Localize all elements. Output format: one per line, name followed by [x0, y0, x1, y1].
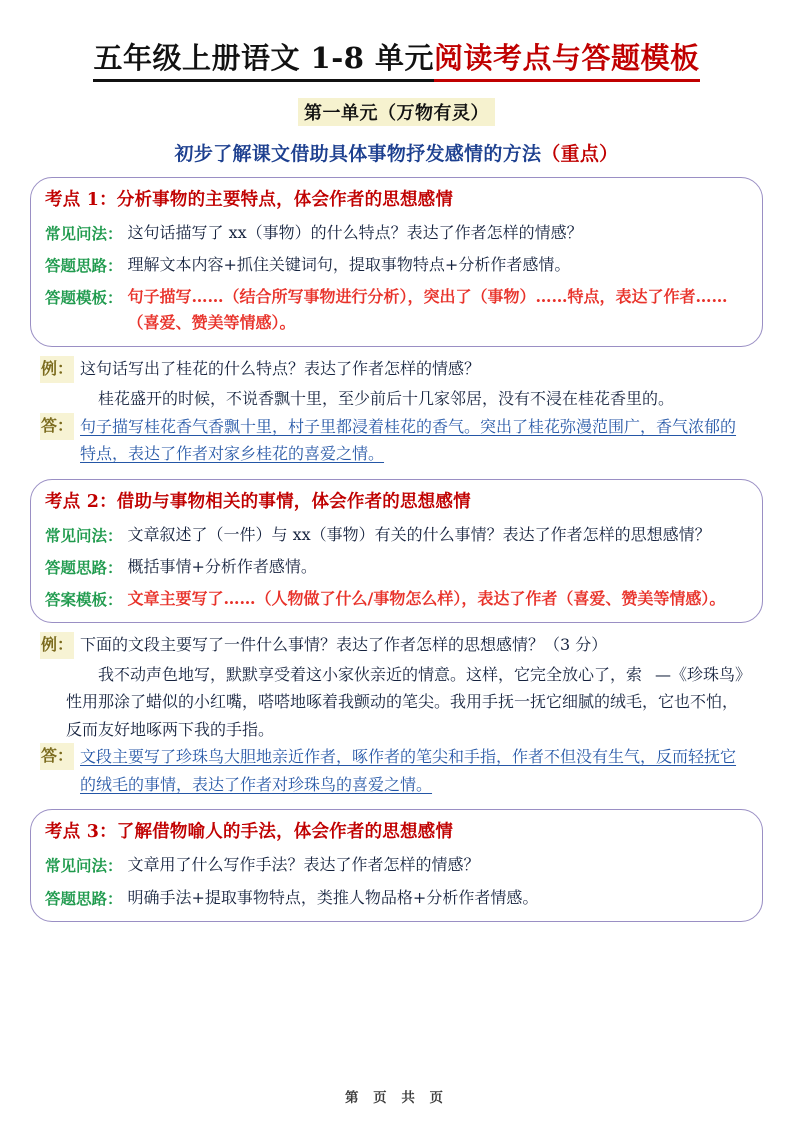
kaodian-row-approach-2 [45, 554, 748, 580]
example-question: 下面的文段主要写了一件什么事情？表达了作者怎样的思想感情？（3 分） [80, 635, 608, 655]
passage-text: 我不动声色地写，默默享受着这小家伙亲近的情意。这样，它完全放心了，索性用那涂了蜡似的小红嘴，嗒嗒地啄着我颤动的笔尖。我用手抚一抚它细腻的绒毛，它也不怕，反而友好地啄两下我的手指。 [66, 664, 739, 739]
row-label: 答题思路： [45, 888, 123, 908]
row-text: 这句话描写了 xx（事物）的什么特点？表达了作者怎样的情感？ [127, 223, 583, 243]
row-text: 句子描写……（结合所写事物进行分析），突出了（事物）……特点，表达了作者……（喜爱、赞美等情感）。 [127, 287, 728, 333]
page-footer: 第 页 共 页 [344, 1090, 449, 1106]
row-label: 答案模板： [45, 589, 123, 609]
kaodian-row-question-1 [45, 220, 748, 246]
example-passage-2 [40, 661, 751, 744]
example-block-1 [30, 356, 763, 467]
kaodian-heading-3: 考点 3：了解借物喻人的手法，体会作者的思想感情 [45, 822, 454, 843]
answer-marker: 答： [40, 413, 74, 440]
row-label: 常见问法： [45, 856, 123, 876]
row-label: 答题模板： [45, 288, 123, 308]
example-block-2 [30, 632, 763, 798]
unit-badge: 第一单元（万物有灵） [298, 98, 495, 126]
row-text: 文章用了什么写作手法？表达了作者怎样的情感？ [127, 855, 480, 875]
unit-heading-row [30, 98, 763, 126]
answer-marker: 答： [40, 743, 74, 770]
unit-subtitle [30, 139, 763, 166]
row-text: 文章叙述了（一件）与 xx（事物）有关的什么事情？表达了作者怎样的思想感情？ [127, 524, 711, 544]
title-red-segment: 阅读考点与答题模板 [434, 40, 700, 82]
kaodian-row-approach-3 [45, 885, 748, 911]
example-question-row-1 [40, 356, 751, 383]
kaodian-row-template-1 [45, 284, 748, 336]
example-answer-row-2 [40, 743, 751, 798]
kaodian-box-2 [30, 479, 763, 623]
passage-citation: —《珍珠鸟》 [654, 664, 751, 684]
row-label: 常见问法： [45, 224, 123, 244]
row-label: 答题思路： [45, 256, 123, 276]
unit-subtitle-accent: （重点） [541, 143, 619, 166]
example-answer: 文段主要写了珍珠鸟大胆地亲近作者，啄作者的笔尖和手指，作者不但没有生气，反而轻抚它的绒毛的事情，表达了作者对珍珠鸟的喜爱之情。 [80, 747, 737, 794]
kaodian-row-approach-1 [45, 252, 748, 278]
example-marker: 例： [40, 356, 74, 383]
row-text: 明确手法+提取事物特点，类推人物品格+分析作者情感。 [127, 887, 539, 907]
passage-text: 桂花盛开的时候，不说香飘十里，至少前后十几家邻居，没有不浸在桂花香里的。 [98, 389, 675, 409]
row-label: 常见问法： [45, 525, 123, 545]
row-text: 文章主要写了……（人物做了什么/事物怎么样），表达了作者（喜爱、赞美等情感）。 [127, 588, 726, 608]
unit-subtitle-main: 初步了解课文借助具体事物抒发感情的方法 [174, 143, 542, 166]
kaodian-row-template-2 [45, 586, 748, 612]
kaodian-heading-2: 考点 2：借助与事物相关的事情，体会作者的思想感情 [45, 491, 471, 512]
example-answer-row-1 [40, 413, 751, 468]
kaodian-heading-1: 考点 1：分析事物的主要特点，体会作者的思想感情 [45, 190, 454, 211]
example-question: 这句话写出了桂花的什么特点？表达了作者怎样的情感？ [80, 359, 481, 379]
example-question-row-2 [40, 632, 751, 659]
page-title [30, 40, 763, 82]
row-text: 理解文本内容+抓住关键词句，提取事物特点+分析作者感情。 [127, 255, 571, 275]
row-label: 答题思路： [45, 557, 123, 577]
kaodian-row-question-2 [45, 522, 748, 548]
row-text: 概括事情+分析作者感情。 [127, 556, 317, 576]
example-passage-1 [40, 385, 751, 413]
example-answer: 句子描写桂花香气香飘十里，村子里都浸着桂花的香气。突出了桂花弥漫范围广，香气浓郁的特点，表达了作者对家乡桂花的喜爱之情。 [80, 416, 737, 464]
title-black-segment: 五年级上册语文 1-8 单元 [93, 40, 434, 82]
kaodian-box-1 [30, 177, 763, 347]
example-marker: 例： [40, 632, 74, 659]
kaodian-row-question-3 [45, 852, 748, 878]
kaodian-box-3 [30, 809, 763, 921]
